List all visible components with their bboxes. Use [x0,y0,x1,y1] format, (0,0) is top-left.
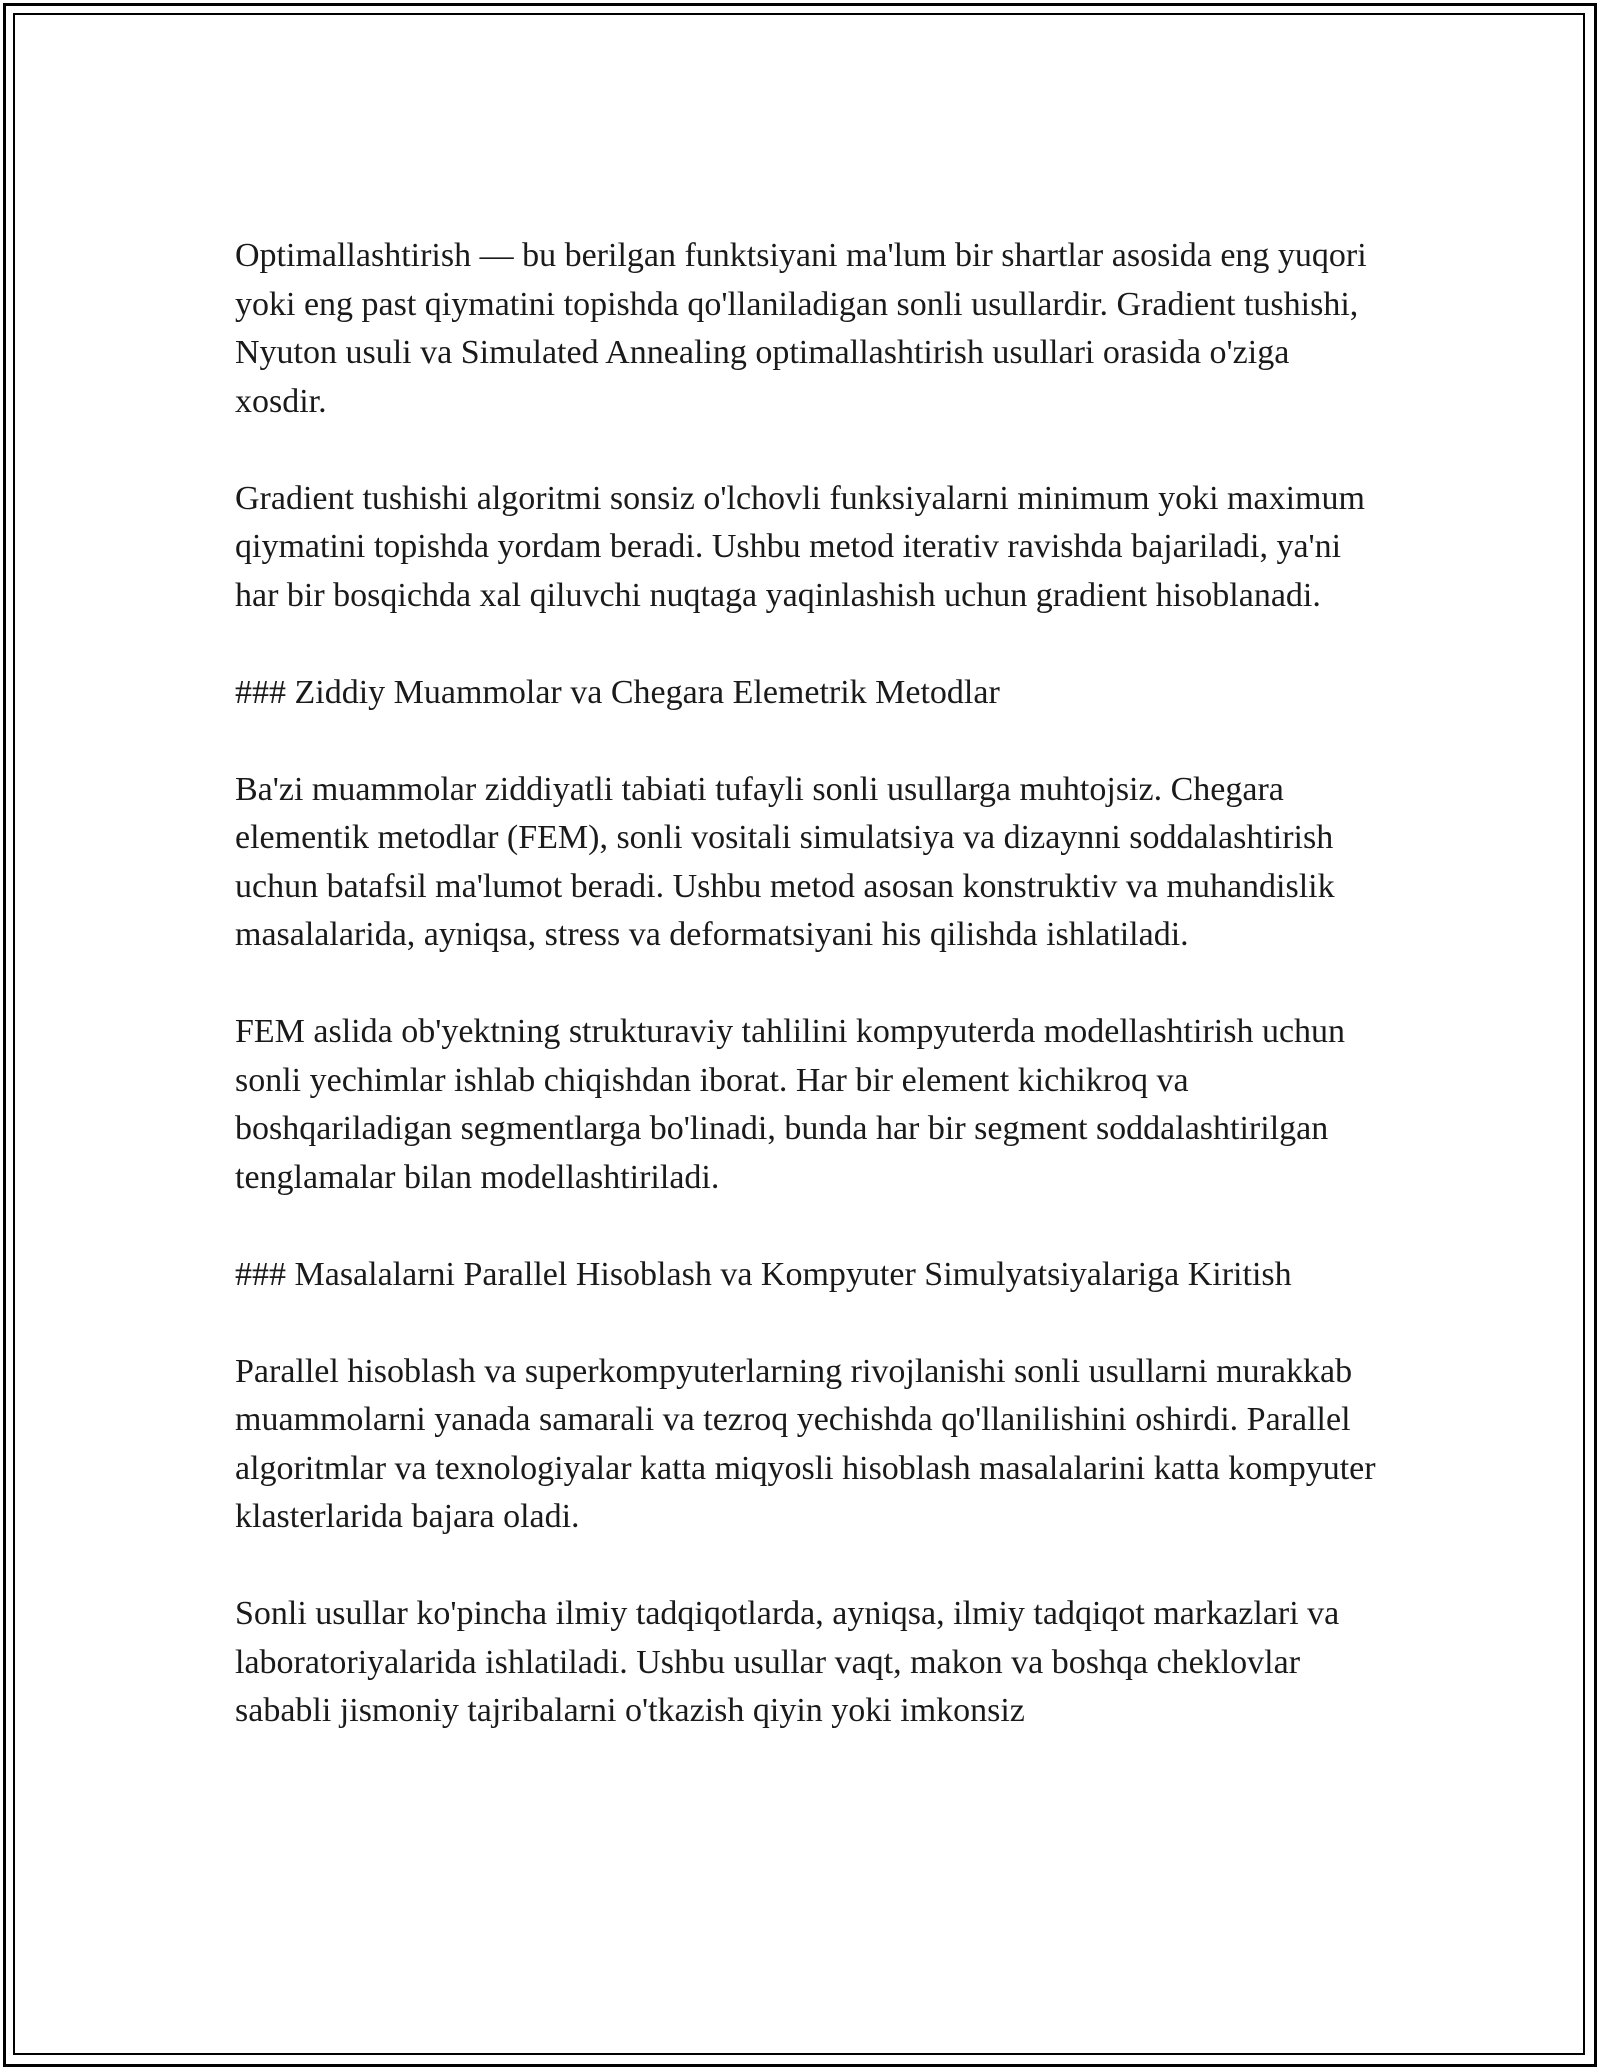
paragraph-optimization-intro: Optimallashtirish — bu berilgan funktsiyani ma'lum bir shartlar asosida eng yuqori yoki eng past qiymatini topishda qo'llaniladigan sonli usullardir. Gradient tushishi, Nyuton usuli va Simulated Annealing optimallashtirish usullari orasida o'ziga xosdir. [235,237,1367,420]
paragraph-fem-details: FEM aslida ob'yektning strukturaviy tahlilini kompyuterda modellashtirish uchun sonli yechimlar ishlab chiqishdan iborat. Har bir element kichikroq va boshqariladigan segmentlarga bo'linadi, bunda har bir segment soddalashtirilgan tenglamalar bilan modellashtiriladi. [235,1013,1346,1196]
paragraph-parallel-computing: Parallel hisoblash va superkompyuterlarning rivojlanishi sonli usullarni murakkab muammolarni yanada samarali va tezroq yechishda qo'llanilishini oshirdi. Parallel algoritmlar va texnologiyalar katta miqyosli hisoblash masalalarini katta kompyuter klasterlarida bajara oladi. [235,1352,1376,1535]
paragraph-scientific-research: Sonli usullar ko'pincha ilmiy tadqiqotlarda, ayniqsa, ilmiy tadqiqot markazlari va laboratoriyalarida ishlatiladi. Ushbu usullar vaqt, makon va boshqa cheklovlar sababli jismoniy tajribalarni o'tkazish qiyin yoki imkonsiz [235,1595,1340,1729]
section-heading-parallel: ### Masalalarni Parallel Hisoblash va Kompyuter Simulyatsiyalariga Kiritish [235,1255,1292,1293]
document-body [235,232,1380,1784]
paragraph-fem-intro: Ba'zi muammolar ziddiyatli tabiati tufayli sonli usullarga muhtojsiz. Chegara elementik metodlar (FEM), sonli vositali simulatsiya va dizaynni soddalashtirish uchun batafsil ma'lumot beradi. Ushbu metod asosan konstruktiv va muhandislik masalalarida, ayniqsa, stress va deformatsiyani his qilishda ishlatiladi. [235,770,1335,953]
section-heading-fem: ### Ziddiy Muammolar va Chegara Elemetrik Metodlar [235,673,1000,711]
paragraph-gradient-descent: Gradient tushishi algoritmi sonsiz o'lchovli funksiyalarni minimum yoki maximum qiymatini topishda yordam beradi. Ushbu metod iterativ ravishda bajariladi, ya'ni har bir bosqichda xal qiluvchi nuqtaga yaqinlashish uchun gradient hisoblanadi. [235,479,1365,614]
